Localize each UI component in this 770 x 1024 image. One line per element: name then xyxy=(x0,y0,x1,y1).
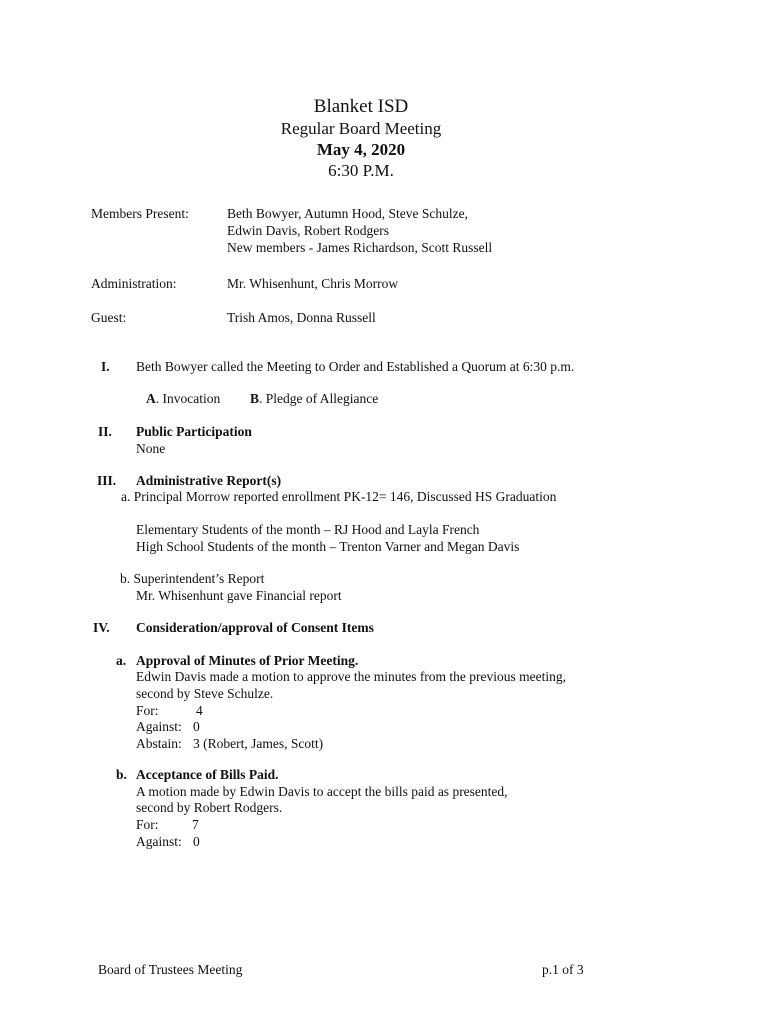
section-2-text: None xyxy=(136,441,166,456)
item-letter: A xyxy=(146,391,156,406)
org-name: Blanket ISD xyxy=(313,96,409,117)
guest-label: Guest: xyxy=(91,310,127,325)
section-3-item-b: b. Superintendent’s Report xyxy=(120,571,265,586)
vote-for-value: 7 xyxy=(192,817,199,832)
members-list xyxy=(227,205,492,256)
section-1-number: I. xyxy=(101,359,110,374)
section-2-title: Public Participation xyxy=(136,424,252,439)
footer-title: Board of Trustees Meeting xyxy=(98,962,243,977)
admin-value: Mr. Whisenhunt, Chris Morrow xyxy=(227,276,399,291)
item-a-title: Approval of Minutes of Prior Meeting. xyxy=(136,653,359,668)
meeting-type: Regular Board Meeting xyxy=(280,119,442,138)
admin-label: Administration: xyxy=(91,276,177,291)
section-3-number: III. xyxy=(97,473,117,488)
vote-against-label: Against: xyxy=(136,834,182,849)
item-text: . Pledge of Allegiance xyxy=(259,391,379,406)
vote-for-value: 4 xyxy=(196,703,203,718)
members-label: Members Present: xyxy=(91,206,189,221)
item-text: . Invocation xyxy=(155,391,221,406)
vote-against-value: 0 xyxy=(193,719,200,734)
elementary-students: Elementary Students of the month – RJ Hood and Layla French xyxy=(136,522,480,537)
section-4-title: Consideration/approval of Consent Items xyxy=(136,620,374,635)
item-pledge xyxy=(250,391,378,407)
page-number: p.1 of 3 xyxy=(542,962,584,977)
item-a-line: second by Steve Schulze. xyxy=(136,686,274,701)
item-a-line: Edwin Davis made a motion to approve the minutes from the previous meeting, xyxy=(136,669,567,684)
guest-value: Trish Amos, Donna Russell xyxy=(227,310,376,325)
high-school-students: High School Students of the month – Trenton Varner and Megan Davis xyxy=(136,539,520,554)
vote-against-label: Against: xyxy=(136,719,182,734)
item-a-letter: a. xyxy=(116,653,127,668)
vote-for-label: For: xyxy=(136,817,159,832)
item-b-line: A motion made by Edwin Davis to accept the bills paid as presented, xyxy=(136,784,508,799)
vote-abstain-label: Abstain: xyxy=(136,736,182,751)
section-3-item-a: a. Principal Morrow reported enrollment PK-12= 146, Discussed HS Graduation xyxy=(121,489,557,504)
meeting-date: May 4, 2020 xyxy=(316,140,406,159)
vote-for-label: For: xyxy=(136,703,159,718)
section-2-number: II. xyxy=(98,424,112,439)
vote-abstain-value: 3 (Robert, James, Scott) xyxy=(193,736,324,751)
members-line: Edwin Davis, Robert Rodgers xyxy=(227,223,389,238)
item-letter: B xyxy=(250,391,260,406)
item-invocation xyxy=(146,391,220,407)
section-4-number: IV. xyxy=(93,620,110,635)
members-line: Beth Bowyer, Autumn Hood, Steve Schulze, xyxy=(227,206,468,221)
item-b-line: second by Robert Rodgers. xyxy=(136,800,283,815)
members-line: New members - James Richardson, Scott Russell xyxy=(227,240,493,255)
vote-against-value: 0 xyxy=(193,834,200,849)
meeting-time: 6:30 P.M. xyxy=(328,161,394,180)
superintendent-detail: Mr. Whisenhunt gave Financial report xyxy=(136,588,342,603)
section-3-title: Administrative Report(s) xyxy=(136,473,282,488)
item-b-letter: b. xyxy=(116,767,127,782)
section-1-text: Beth Bowyer called the Meeting to Order and Established a Quorum at 6:30 p.m. xyxy=(136,359,575,374)
item-b-title: Acceptance of Bills Paid. xyxy=(136,767,279,782)
